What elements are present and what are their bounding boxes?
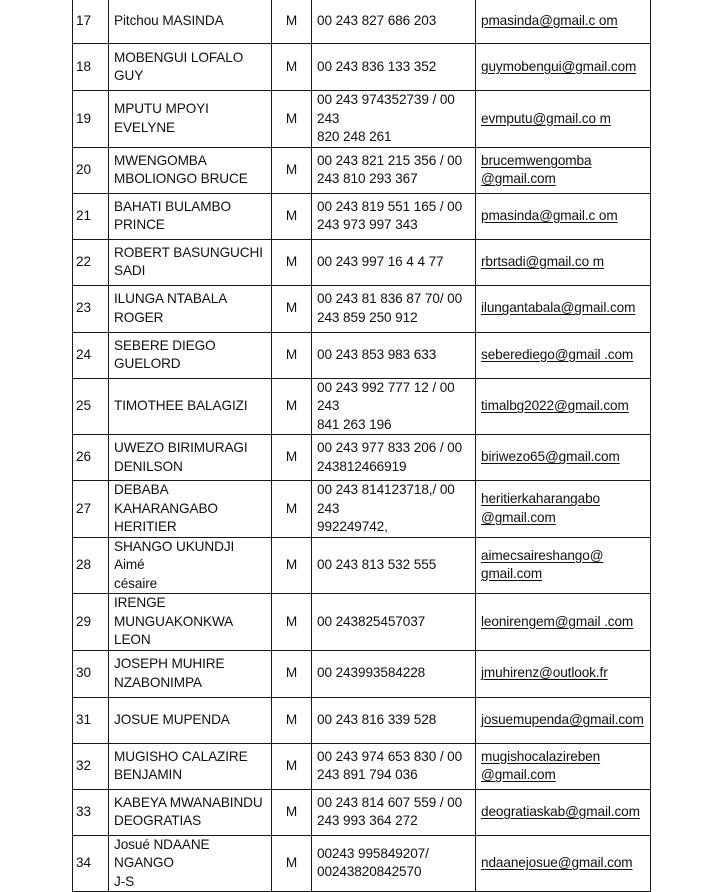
participant-name: ROBERT BASUNGUCHI SADI — [109, 239, 272, 285]
row-number: 21 — [73, 193, 109, 239]
table-row — [73, 285, 651, 332]
phone-number: 00 243 81 836 87 70/ 00 243 859 250 912 — [312, 285, 476, 332]
sex-cell: M — [272, 743, 312, 789]
phone-number: 00 243 977 833 206 / 00 243812466919 — [312, 435, 476, 481]
table-row — [73, 435, 651, 481]
table-row — [73, 0, 651, 44]
table-row — [73, 594, 651, 651]
sex-cell: M — [272, 44, 312, 91]
row-number: 18 — [73, 44, 109, 91]
email-address: mugishocalazireben @gmail.com — [476, 743, 651, 789]
sex-cell: M — [272, 435, 312, 481]
table-row — [73, 481, 651, 538]
table-row — [73, 743, 651, 789]
participant-name: Pitchou MASINDA — [109, 0, 272, 44]
roster-table — [72, 0, 651, 892]
roster-body — [73, 0, 651, 892]
phone-number: 00 243 974352739 / 00 243 820 248 261 — [312, 91, 476, 148]
phone-number: 00 243 814 607 559 / 00 243 993 364 272 — [312, 789, 476, 835]
participant-name: JOSUE MUPENDA — [109, 697, 272, 743]
email-address: jmuhirenz@outlook.fr — [476, 650, 651, 697]
table-row — [73, 332, 651, 378]
table-row — [73, 239, 651, 285]
email-address: brucemwengomba @gmail.com — [476, 147, 651, 193]
row-number: 26 — [73, 435, 109, 481]
sex-cell: M — [272, 285, 312, 332]
row-number: 30 — [73, 650, 109, 697]
row-number: 22 — [73, 239, 109, 285]
email-address: aimecsaireshango@ gmail.com — [476, 537, 651, 594]
email-address: deogratiaskab@gmail.com — [476, 789, 651, 835]
phone-number: 00 243 997 16 4 4 77 — [312, 239, 476, 285]
phone-number: 00 243993584228 — [312, 650, 476, 697]
row-number: 31 — [73, 697, 109, 743]
email-address: pmasinda@gmail.c om — [476, 0, 651, 44]
participant-name: Josué NDAANE NGANGO J-S — [109, 835, 272, 892]
sex-cell: M — [272, 537, 312, 594]
row-number: 20 — [73, 147, 109, 193]
row-number: 29 — [73, 594, 109, 651]
sex-cell: M — [272, 594, 312, 651]
sex-cell: M — [272, 378, 312, 435]
row-number: 23 — [73, 285, 109, 332]
row-number: 32 — [73, 743, 109, 789]
phone-number: 00 243 992 777 12 / 00 243 841 263 196 — [312, 378, 476, 435]
sex-cell: M — [272, 193, 312, 239]
email-address: guymobengui@gmail.com — [476, 44, 651, 91]
sex-cell: M — [272, 697, 312, 743]
participant-name: TIMOTHEE BALAGIZI — [109, 378, 272, 435]
email-address: heritierkaharangabo @gmail.com — [476, 481, 651, 538]
participant-name: UWEZO BIRIMURAGI DENILSON — [109, 435, 272, 481]
sex-cell: M — [272, 91, 312, 148]
participant-name: JOSEPH MUHIRE NZABONIMPA — [109, 650, 272, 697]
email-address: pmasinda@gmail.c om — [476, 193, 651, 239]
phone-number: 00 243 853 983 633 — [312, 332, 476, 378]
participant-name: MOBENGUI LOFALO GUY — [109, 44, 272, 91]
sex-cell: M — [272, 332, 312, 378]
participant-name: ILUNGA NTABALA ROGER — [109, 285, 272, 332]
table-row — [73, 537, 651, 594]
row-number: 25 — [73, 378, 109, 435]
phone-number: 00 243 819 551 165 / 00 243 973 997 343 — [312, 193, 476, 239]
email-address: timalbg2022@gmail.com — [476, 378, 651, 435]
phone-number: 00 243 813 532 555 — [312, 537, 476, 594]
email-address: josuemupenda@gmail.com — [476, 697, 651, 743]
row-number: 33 — [73, 789, 109, 835]
sex-cell: M — [272, 481, 312, 538]
row-number: 28 — [73, 537, 109, 594]
email-address: rbrtsadi@gmail.co m — [476, 239, 651, 285]
phone-number: 00243 995849207/ 00243820842570 — [312, 835, 476, 892]
table-row — [73, 44, 651, 91]
table-row — [73, 91, 651, 148]
sex-cell: M — [272, 835, 312, 892]
email-address: leonirengem@gmail .com — [476, 594, 651, 651]
phone-number: 00 243 974 653 830 / 00 243 891 794 036 — [312, 743, 476, 789]
sex-cell: M — [272, 147, 312, 193]
phone-number: 00 243 816 339 528 — [312, 697, 476, 743]
table-row — [73, 378, 651, 435]
row-number: 24 — [73, 332, 109, 378]
participant-name: MWENGOMBA MBOLIONGO BRUCE — [109, 147, 272, 193]
email-address: seberediego@gmail .com — [476, 332, 651, 378]
table-row — [73, 835, 651, 892]
email-address: ilungantabala@gmail.com — [476, 285, 651, 332]
participant-name: SHANGO UKUNDJI Aimé césaire — [109, 537, 272, 594]
participant-name: MUGISHO CALAZIRE BENJAMIN — [109, 743, 272, 789]
email-address: ndaanejosue@gmail.com — [476, 835, 651, 892]
email-address: biriwezo65@gmail.com — [476, 435, 651, 481]
sex-cell: M — [272, 789, 312, 835]
table-row — [73, 697, 651, 743]
participant-name: SEBERE DIEGO GUELORD — [109, 332, 272, 378]
row-number: 19 — [73, 91, 109, 148]
phone-number: 00 243 827 686 203 — [312, 0, 476, 44]
phone-number: 00 243825457037 — [312, 594, 476, 651]
email-address: evmputu@gmail.co m — [476, 91, 651, 148]
table-row — [73, 193, 651, 239]
row-number: 27 — [73, 481, 109, 538]
participant-name: DEBABA KAHARANGABO HERITIER — [109, 481, 272, 538]
participant-name: KABEYA MWANABINDU DEOGRATIAS — [109, 789, 272, 835]
phone-number: 00 243 814123718,/ 00 243 992249742, — [312, 481, 476, 538]
phone-number: 00 243 821 215 356 / 00 243 810 293 367 — [312, 147, 476, 193]
table-row — [73, 650, 651, 697]
table-row — [73, 789, 651, 835]
row-number: 34 — [73, 835, 109, 892]
participant-name: IRENGE MUNGUAKONKWA LEON — [109, 594, 272, 651]
row-number: 17 — [73, 0, 109, 44]
sex-cell: M — [272, 650, 312, 697]
participant-name: MPUTU MPOYI EVELYNE — [109, 91, 272, 148]
table-row — [73, 147, 651, 193]
participant-name: BAHATI BULAMBO PRINCE — [109, 193, 272, 239]
phone-number: 00 243 836 133 352 — [312, 44, 476, 91]
sex-cell: M — [272, 239, 312, 285]
sex-cell: M — [272, 0, 312, 44]
